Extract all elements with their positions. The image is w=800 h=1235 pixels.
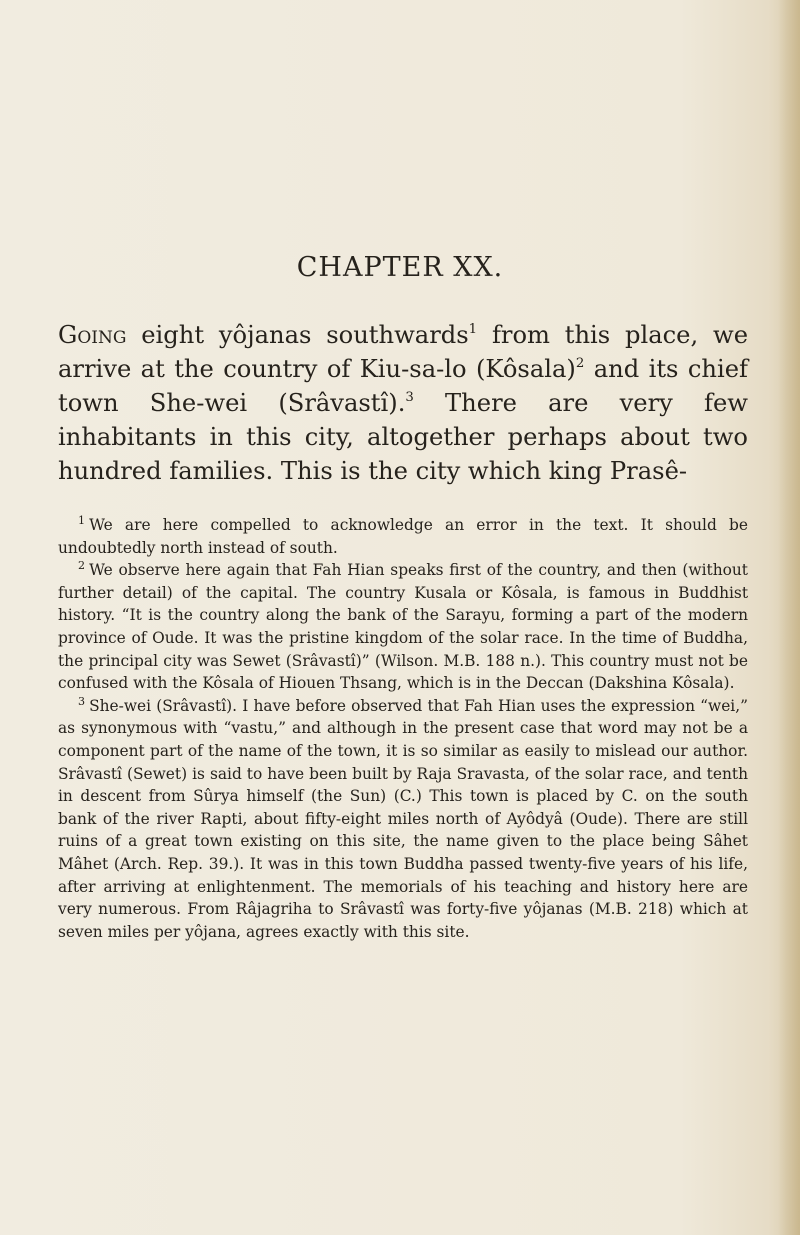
chapter-heading: CHAPTER XX. [296,252,504,283]
drop-word: Going [58,321,127,349]
footnote-ref-3: 3 [405,390,414,406]
footnote-ref-2: 2 [575,356,585,372]
footnote-3: $^3$ She-wei (Srâvastî). I have before observed that Fah Hian uses the expression “wei,” as synonymous with “vastu,” and although in the present case that word may not be a component part of the name of the town, it is so similar as easily to mislead our author. Srâvastî (Sewet) is said to have been built by Raja Sravasta, of the solar race, and tenth in descent from Sûrya himself (the Sun) (C.) This town is placed by C. on the south bank of the river Rapti, about fifty-eight miles north of Ayôdyâ (Oude). There are still ruins of a great town existing on this site, the name given to the place being Sâhet Mâhet (Arch. Rep. 39.). It was in this town Buddha passed twenty-five years of his life, after arriving at enlightenment. The memorials of his teaching and history here are very numerous. From Râjagriha to Srâvastî was forty-five yôjanas (M.B. 218) which at seven miles per yôjana, agrees exactly with this site. [58,694,748,941]
footnote-ref-1: 1 [468,322,478,338]
page-edge-shadow [778,0,800,1235]
footnote-1: $^1$ We are here compelled to acknowledge an error in the text. It should be undoubtedly north instead of south. [58,513,748,557]
main-paragraph: Going eight yôjanas southwards$^1$ from this place, we arrive at the country of Kiu-sa-lo (Kôsala)$^2$ and its chief town She-wei (Srâvastî).$^3$ There are very few inhabitants in this city, altogether perhaps about two hundred families. This is the city which king Prasê- [58,321,749,485]
footnotes [58,514,748,943]
footnote-2: $^2$ We observe here again that Fah Hian speaks first of the country, and then (without further detail) of the capital. The country Kusala or Kôsala, is famous in Buddhist history. “It is the country along the bank of the Sarayu, forming a part of the modern province of Oude. It was the pristine kingdom of the solar race. In the time of Buddha, the principal city was Sewet (Srâvastî)” (Wilson. M.B. 188 n.). This country must not be confused with the Kôsala of Hiouen Thsang, which is in the Deccan (Dakshina Kôsala). [58,559,748,693]
